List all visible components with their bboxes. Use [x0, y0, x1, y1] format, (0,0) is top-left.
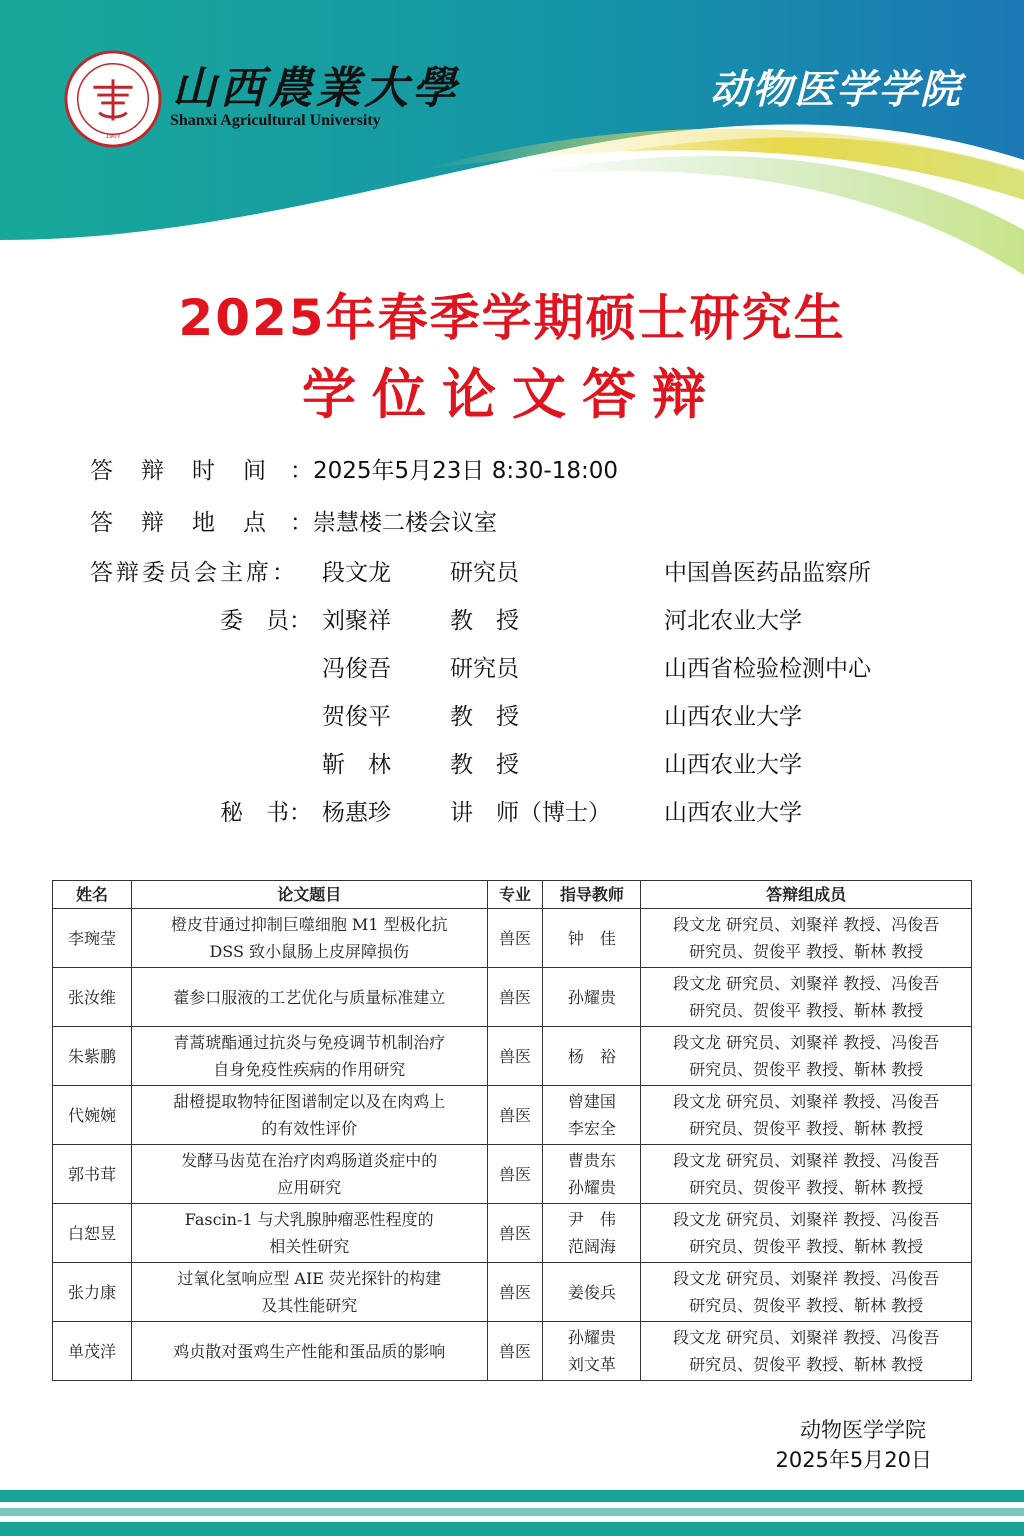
committee-unit: 山西省检验检测中心 [664, 656, 871, 682]
student-name: 张力康 [53, 1263, 132, 1322]
committee-name: 刘聚祥 [322, 608, 391, 634]
thesis-title-line: 鸡贞散对蛋鸡生产性能和蛋品质的影响 [173, 1341, 446, 1361]
members-line: 段文龙 研究员、刘聚祥 教授、冯俊吾 [673, 1033, 940, 1052]
advisor-name: 姜俊兵 [567, 1282, 616, 1302]
advisor-name: 李宏全 [567, 1119, 616, 1138]
page-title-line1: 2025年春季学期硕士研究生 [178, 289, 846, 347]
student-name: 白恕昱 [53, 1204, 132, 1263]
advisor-name: 尹 伟 [567, 1210, 616, 1229]
members-label: 委 员： [220, 608, 312, 634]
advisor-name: 曾建国 [567, 1092, 616, 1111]
advisor [543, 1322, 641, 1381]
members-line: 研究员、贺俊平 教授、靳林 教授 [689, 1237, 924, 1256]
table-row [53, 909, 972, 968]
thesis-title-line: 甜橙提取物特征图谱制定以及在肉鸡上 [173, 1092, 446, 1111]
thesis-title-line: 自身免疫性疾病的作用研究 [213, 1060, 406, 1079]
footer-date: 2025年5月20日 [775, 1448, 932, 1472]
committee-member-row [0, 698, 1024, 738]
members-line: 段文龙 研究员、刘聚祥 教授、冯俊吾 [673, 1210, 940, 1229]
committee-name: 贺俊平 [322, 704, 391, 730]
members-line: 研究员、贺俊平 教授、靳林 教授 [689, 942, 924, 961]
advisor [543, 1204, 641, 1263]
members-line: 段文龙 研究员、刘聚祥 教授、冯俊吾 [673, 974, 940, 993]
thesis-title-line: 应用研究 [277, 1178, 342, 1197]
advisor [543, 909, 641, 968]
table-row [53, 1145, 972, 1204]
thesis-title [131, 1027, 487, 1086]
advisor-name: 孙耀贵 [567, 987, 616, 1007]
col-header-committee: 答辩组成员 [641, 881, 972, 909]
advisor-name: 杨 裕 [567, 1046, 616, 1066]
col-header-major: 专业 [487, 881, 543, 909]
committee-name: 冯俊吾 [322, 656, 391, 682]
committee-title: 研究员 [450, 560, 519, 586]
table-header-row [53, 881, 972, 909]
thesis-title-line: DSS 致小鼠肠上皮屏障损伤 [209, 942, 409, 961]
committee-members [641, 1204, 972, 1263]
student-name: 李琬莹 [53, 909, 132, 968]
committee-members [641, 909, 972, 968]
advisor [543, 1145, 641, 1204]
thesis-title [131, 1204, 487, 1263]
secretary-label: 秘 书： [220, 800, 312, 826]
major: 兽医 [487, 1263, 543, 1322]
members-line: 段文龙 研究员、刘聚祥 教授、冯俊吾 [673, 1328, 940, 1347]
members-line: 研究员、贺俊平 教授、靳林 教授 [689, 1060, 924, 1079]
thesis-title-line: 发酵马齿苋在治疗肉鸡肠道炎症中的 [181, 1151, 438, 1170]
major: 兽医 [487, 1027, 543, 1086]
members-line: 段文龙 研究员、刘聚祥 教授、冯俊吾 [673, 915, 940, 934]
thesis-title-line: 橙皮苷通过抑制巨噬细胞 M1 型极化抗 [170, 915, 448, 934]
advisor-name: 曹贵东 [567, 1151, 616, 1170]
time-value: ：2025年5月23日 8:30-18:00 [290, 458, 618, 484]
thesis-title-line: 过氧化氢响应型 AIE 荧光探针的构建 [177, 1269, 442, 1288]
committee-member-row [0, 746, 1024, 786]
header-banner [0, 0, 1024, 300]
col-header-thesis: 论文题目 [131, 881, 487, 909]
thesis-title [131, 909, 487, 968]
page-title-line2: 学位论文答辩 [302, 363, 722, 426]
table-row [53, 1027, 972, 1086]
committee-title: 研究员 [450, 656, 519, 682]
members-line: 段文龙 研究员、刘聚祥 教授、冯俊吾 [673, 1269, 940, 1288]
committee-members [641, 1027, 972, 1086]
table-row [53, 1204, 972, 1263]
thesis-title-line: 青蒿琥酯通过抗炎与免疫调节机制治疗 [173, 1033, 446, 1052]
committee-title: 讲 师（博士） [450, 800, 611, 826]
col-header-name: 姓名 [53, 881, 132, 909]
committee-members [641, 968, 972, 1027]
major: 兽医 [487, 909, 543, 968]
thesis-title [131, 1322, 487, 1381]
committee-unit: 河北农业大学 [664, 608, 802, 634]
thesis-title [131, 1263, 487, 1322]
university-seal-logo [64, 50, 162, 148]
chair-label: 答辩委员会主席： [90, 560, 298, 586]
thesis-title-line: 相关性研究 [269, 1237, 350, 1256]
footer-decoration [0, 1490, 1024, 1536]
advisor-name: 孙耀贵 [567, 1178, 616, 1197]
major: 兽医 [487, 1204, 543, 1263]
svg-text:1907: 1907 [105, 134, 121, 141]
committee-unit: 中国兽医药品监察所 [664, 560, 871, 586]
members-line: 段文龙 研究员、刘聚祥 教授、冯俊吾 [673, 1151, 940, 1170]
advisor-name: 刘文革 [567, 1355, 616, 1374]
committee-title: 教 授 [450, 608, 519, 634]
thesis-title [131, 1145, 487, 1204]
members-line: 研究员、贺俊平 教授、靳林 教授 [689, 1355, 924, 1374]
committee-title: 教 授 [450, 704, 519, 730]
student-name: 代婉婉 [53, 1086, 132, 1145]
time-label: 答辩时间 [90, 458, 294, 484]
committee-chair-row [0, 554, 1024, 594]
members-line: 研究员、贺俊平 教授、靳林 教授 [689, 1119, 924, 1138]
thesis-title [131, 1086, 487, 1145]
advisor-name: 孙耀贵 [567, 1328, 616, 1347]
place-value: ：崇慧楼二楼会议室 [290, 510, 497, 536]
committee-name: 段文龙 [322, 560, 391, 586]
thesis-title-line: 的有效性评价 [261, 1119, 358, 1138]
table-row [53, 968, 972, 1027]
thesis-title-line: 藿参口服液的工艺优化与质量标准建立 [173, 987, 446, 1007]
student-name: 郭书茸 [53, 1145, 132, 1204]
footer-college: 动物医学学院 [800, 1418, 926, 1442]
table-row [53, 1263, 972, 1322]
members-line: 研究员、贺俊平 教授、靳林 教授 [689, 1296, 924, 1315]
major: 兽医 [487, 1322, 543, 1381]
major: 兽医 [487, 1086, 543, 1145]
college-name: 动物医学学院 [710, 67, 962, 113]
advisor-name: 钟 佳 [567, 928, 616, 948]
advisor-name: 范阔海 [567, 1237, 616, 1256]
committee-members [641, 1145, 972, 1204]
time-row [0, 452, 1024, 492]
members-line: 段文龙 研究员、刘聚祥 教授、冯俊吾 [673, 1092, 940, 1111]
place-label: 答辩地点 [90, 510, 294, 536]
thesis-title-line: Fascin-1 与犬乳腺肿瘤恶性程度的 [184, 1210, 434, 1229]
committee-name: 杨惠珍 [322, 800, 391, 826]
table-row [53, 1322, 972, 1381]
committee-member-row [0, 650, 1024, 690]
col-header-advisor: 指导教师 [543, 881, 641, 909]
committee-members [641, 1322, 972, 1381]
members-line: 研究员、贺俊平 教授、靳林 教授 [689, 1001, 924, 1020]
committee-unit: 山西农业大学 [664, 800, 802, 826]
committee-unit: 山西农业大学 [664, 752, 802, 778]
advisor [543, 968, 641, 1027]
student-name: 单茂洋 [53, 1322, 132, 1381]
members-line: 研究员、贺俊平 教授、靳林 教授 [689, 1178, 924, 1197]
committee-member-row [0, 602, 1024, 642]
thesis-title-line: 及其性能研究 [261, 1296, 358, 1315]
advisor [543, 1263, 641, 1322]
major: 兽医 [487, 1145, 543, 1204]
defense-schedule-table [52, 880, 972, 1381]
thesis-title [131, 968, 487, 1027]
table-row [53, 1086, 972, 1145]
university-name-cn: 山西農業大學 [172, 63, 460, 114]
committee-name: 靳 林 [322, 752, 391, 778]
student-name: 朱紫鹏 [53, 1027, 132, 1086]
secretary-row [0, 794, 1024, 834]
university-name-en: Shanxi Agricultural University [170, 112, 381, 129]
committee-title: 教 授 [450, 752, 519, 778]
place-row [0, 504, 1024, 544]
advisor [543, 1086, 641, 1145]
major: 兽医 [487, 968, 543, 1027]
committee-members [641, 1263, 972, 1322]
committee-unit: 山西农业大学 [664, 704, 802, 730]
advisor [543, 1027, 641, 1086]
student-name: 张汝维 [53, 968, 132, 1027]
committee-members [641, 1086, 972, 1145]
